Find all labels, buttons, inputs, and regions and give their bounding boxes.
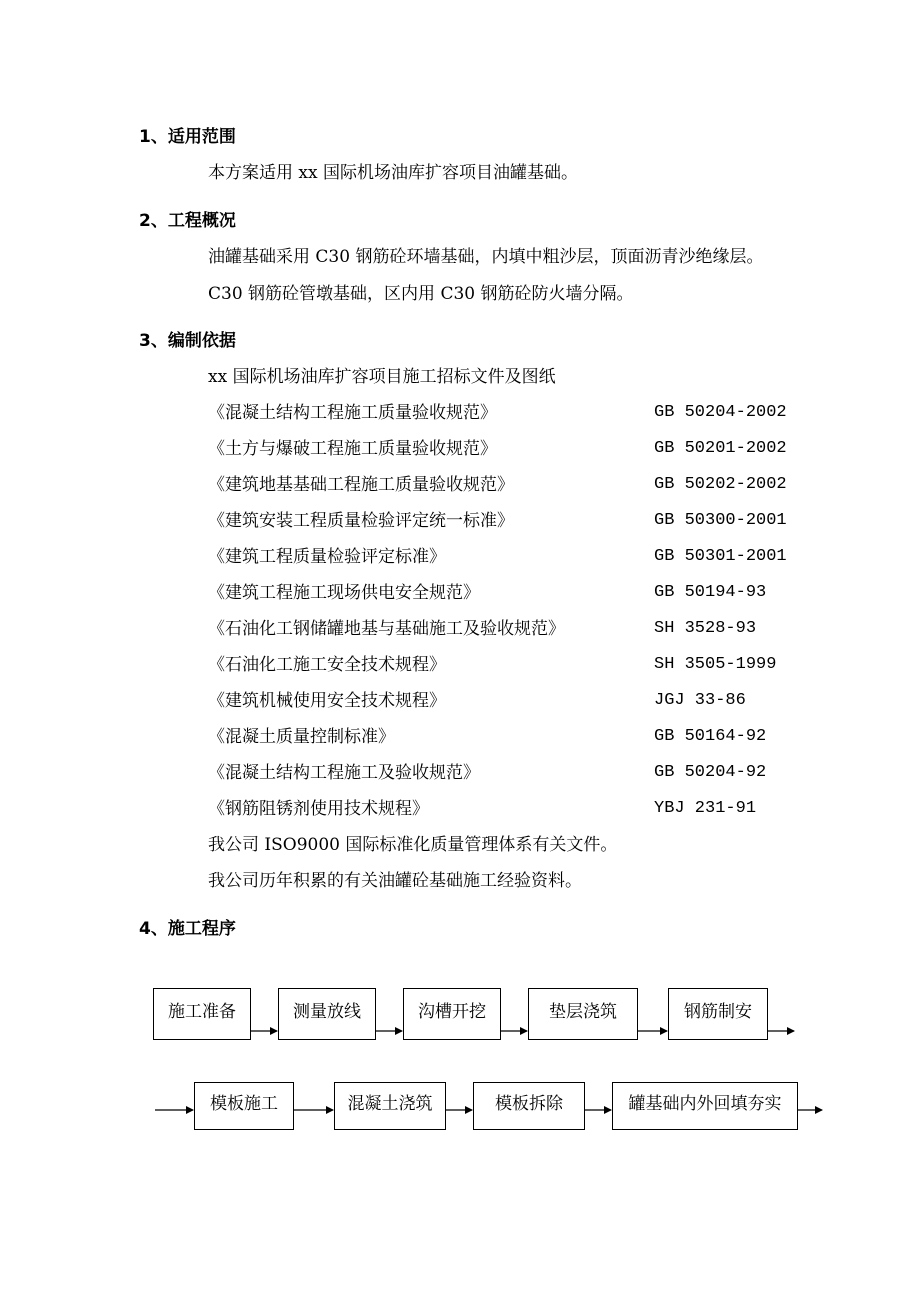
standard-code: GB 50300-2001 <box>654 511 787 530</box>
section-heading-overview: 2、工程概况 <box>139 211 236 231</box>
standard-title: 《混凝土结构工程施工质量验收规范》 <box>208 403 497 423</box>
standard-code: GB 50204-2002 <box>654 403 787 422</box>
standard-code: SH 3528-93 <box>654 619 757 638</box>
standard-title: 《建筑地基基础工程施工质量验收规范》 <box>208 475 514 495</box>
flow-step-box: 模板拆除 <box>473 1082 585 1130</box>
section-heading-procedure: 4、施工程序 <box>139 919 236 939</box>
standard-code: JGJ 33-86 <box>654 691 746 710</box>
standard-code: GB 50201-2002 <box>654 439 787 458</box>
flow-step-box: 钢筋制安 <box>668 988 768 1040</box>
standard-title: 《建筑工程质量检验评定标准》 <box>208 547 446 567</box>
overview-line: 油罐基础采用 C30 钢筋砼环墙基础，内填中粗沙层，顶面沥青沙绝缘层。 <box>208 247 764 267</box>
flow-step-box: 测量放线 <box>278 988 376 1040</box>
standard-title: 《建筑机械使用安全技术规程》 <box>208 691 446 711</box>
flow-step-box: 垫层浇筑 <box>528 988 638 1040</box>
overview-line: C30 钢筋砼管墩基础，区内用 C30 钢筋砼防火墙分隔。 <box>208 284 634 304</box>
section-heading-basis: 3、编制依据 <box>139 331 236 351</box>
section-heading-scope: 1、适用范围 <box>139 127 236 147</box>
basis-note: 我公司历年积累的有关油罐砼基础施工经验资料。 <box>208 871 582 891</box>
standard-code: GB 50301-2001 <box>654 547 787 566</box>
flow-step-box: 模板施工 <box>194 1082 294 1130</box>
standard-code: SH 3505-1999 <box>654 655 777 674</box>
flow-step-box: 罐基础内外回填夯实 <box>612 1082 798 1130</box>
flow-step-box: 混凝土浇筑 <box>334 1082 446 1130</box>
standard-code: GB 50202-2002 <box>654 475 787 494</box>
standard-title: 《建筑工程施工现场供电安全规范》 <box>208 583 480 603</box>
standard-title: 《建筑安装工程质量检验评定统一标准》 <box>208 511 514 531</box>
basis-intro: xx 国际机场油库扩容项目施工招标文件及图纸 <box>208 367 556 387</box>
standard-title: 《石油化工施工安全技术规程》 <box>208 655 446 675</box>
standard-title: 《石油化工钢储罐地基与基础施工及验收规范》 <box>208 619 565 639</box>
flow-step-box: 施工准备 <box>153 988 251 1040</box>
scope-text: 本方案适用 xx 国际机场油库扩容项目油罐基础。 <box>208 163 578 183</box>
standard-code: GB 50164-92 <box>654 727 767 746</box>
flow-step-box: 沟槽开挖 <box>403 988 501 1040</box>
standard-code: YBJ 231-91 <box>654 799 757 818</box>
standard-title: 《钢筋阻锈剂使用技术规程》 <box>208 799 429 819</box>
standard-code: GB 50194-93 <box>654 583 767 602</box>
standard-title: 《混凝土质量控制标准》 <box>208 727 395 747</box>
standard-code: GB 50204-92 <box>654 763 767 782</box>
standard-title: 《土方与爆破工程施工质量验收规范》 <box>208 439 497 459</box>
standard-title: 《混凝土结构工程施工及验收规范》 <box>208 763 480 783</box>
basis-note: 我公司 ISO9000 国际标准化质量管理体系有关文件。 <box>208 835 618 855</box>
